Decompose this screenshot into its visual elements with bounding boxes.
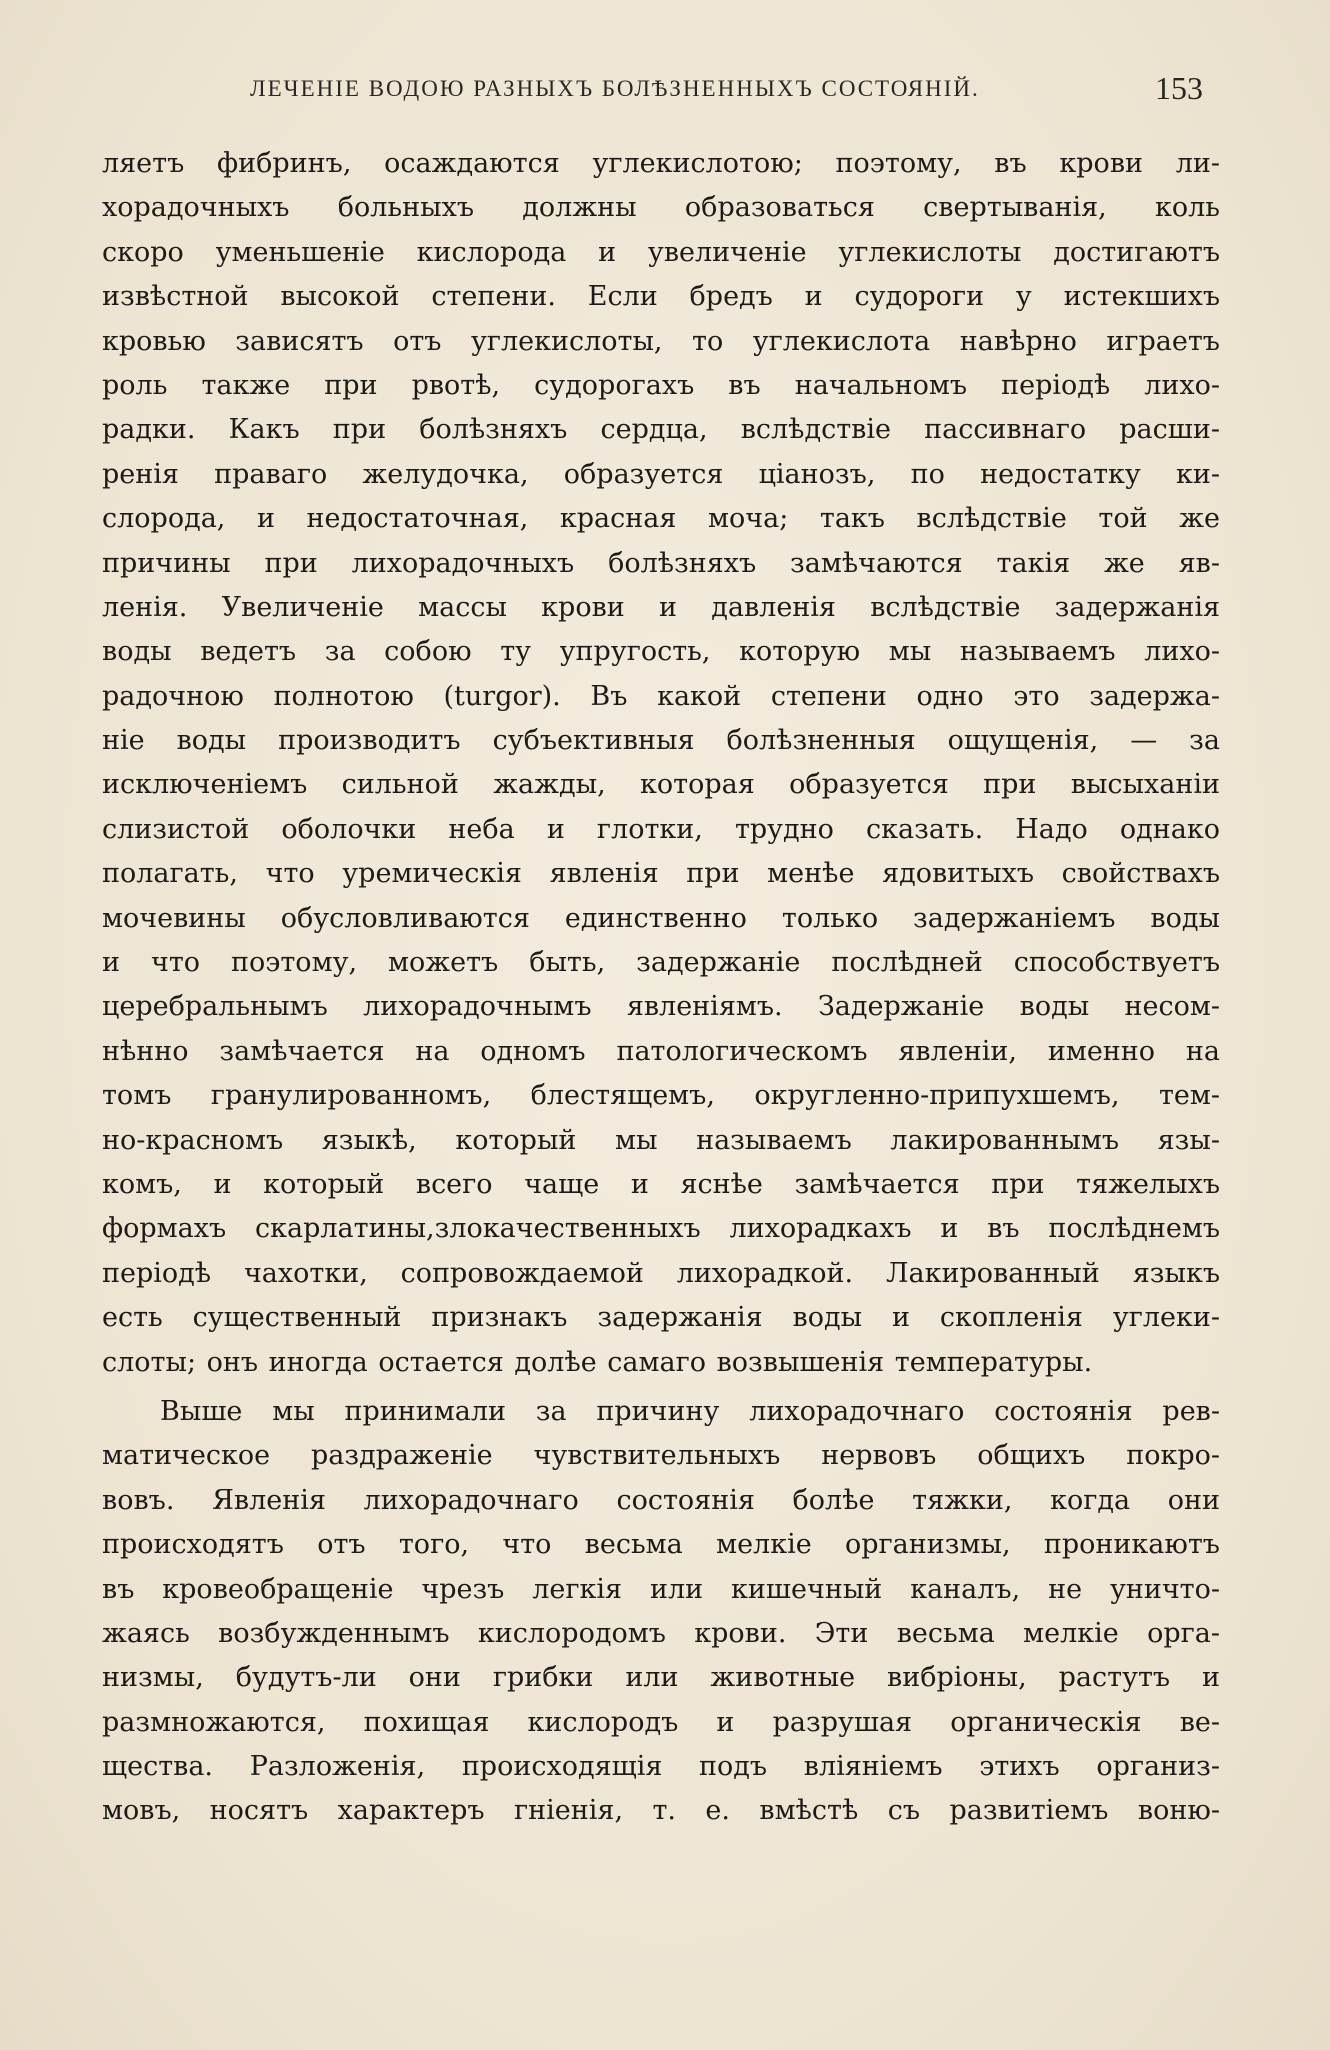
- text-line: слорода, и недостаточная, красная моча; такъ вслѣдствіе той же: [102, 503, 1220, 535]
- text-line: радочною полнотою (turgor). Въ какой степени одно это задержа-: [102, 680, 1220, 712]
- running-head: ЛЕЧЕНІЕ ВОДОЮ РАЗНЫХЪ БОЛѢЗНЕННЫХЪ СОСТОЯНІЙ.: [250, 76, 980, 101]
- text-line: извѣстной высокой степени. Если бредъ и судороги у истекшихъ: [102, 281, 1220, 313]
- text-line: скоро уменьшеніе кислорода и увеличеніе углекислоты достигаютъ: [102, 236, 1220, 268]
- text-line: радки. Какъ при болѣзняхъ сердца, вслѣдствіе пассивнаго расши-: [102, 414, 1220, 446]
- text-line: матическое раздраженіе чувствительныхъ нервовъ общихъ покро-: [102, 1440, 1220, 1472]
- text-line: слоты; онъ иногда остается долѣе самаго возвышенія температуры.: [102, 1346, 1093, 1378]
- page-number: 153: [1155, 70, 1203, 106]
- text-line: хорадочныхъ больныхъ должны образоваться свертыванія, коль: [102, 192, 1220, 224]
- text-line: размножаются, похищая кислородъ и разрушая органическія ве-: [102, 1706, 1220, 1738]
- text-line: въ кровеобращеніе чрезъ легкія или кишечный каналъ, не уничто-: [102, 1573, 1220, 1605]
- text-line: воды ведетъ за собою ту упругость, которую мы называемъ лихо-: [102, 636, 1220, 668]
- paragraph-2: [102, 1390, 1220, 1834]
- text-line: щества. Разложенія, происходящія подъ вліяніемъ этихъ организ-: [102, 1751, 1220, 1783]
- text-line: ренія праваго желудочка, образуется ціанозъ, по недостатку ки-: [102, 458, 1220, 490]
- text-line: періодѣ чахотки, сопровождаемой лихорадкой. Лакированный языкъ: [102, 1257, 1220, 1289]
- text-line: но-красномъ языкѣ, который мы называемъ лакированнымъ язы-: [102, 1124, 1220, 1156]
- paragraph-1: [102, 142, 1220, 1385]
- text-line: формахъ скарлатины,злокачественныхъ лихорадкахъ и въ послѣднемъ: [102, 1213, 1220, 1245]
- text-line: низмы, будутъ-ли они грибки или животные вибріоны, растутъ и: [102, 1662, 1220, 1694]
- text-line: происходятъ отъ того, что весьма мелкіе организмы, проникаютъ: [102, 1529, 1220, 1561]
- text-line: мовъ, носятъ характеръ гніенія, т. е. вмѣстѣ съ развитіемъ воню-: [102, 1795, 1220, 1827]
- text-line: есть существенный признакъ задержанія воды и скопленія углеки-: [102, 1302, 1220, 1334]
- text-line: Выше мы принимали за причину лихорадочнаго состоянія рев-: [160, 1395, 1220, 1427]
- text-line: нѣнно замѣчается на одномъ патологическомъ явленіи, именно на: [102, 1035, 1220, 1067]
- text-line: слизистой оболочки неба и глотки, трудно сказать. Надо однако: [102, 813, 1220, 845]
- text-line: ніе воды производитъ субъективныя болѣзненныя ощущенія, — за: [102, 725, 1220, 757]
- text-line: жаясь возбужденнымъ кислородомъ крови. Эти весьма мелкіе орга-: [102, 1617, 1220, 1649]
- text-line: полагать, что уремическія явленія при менѣе ядовитыхъ свойствахъ: [102, 858, 1220, 890]
- text-line: роль также при рвотѣ, судорогахъ въ начальномъ періодѣ лихо-: [102, 369, 1220, 401]
- body-text: [102, 142, 1220, 1834]
- text-line: томъ гранулированномъ, блестящемъ, округленно-припухшемъ, тем-: [102, 1080, 1220, 1112]
- text-line: мочевины обусловливаются единственно только задержаніемъ воды: [102, 902, 1220, 934]
- text-line: причины при лихорадочныхъ болѣзняхъ замѣчаются такія же яв-: [102, 547, 1220, 579]
- text-line: ленія. Увеличеніе массы крови и давленія вслѣдствіе задержанія: [102, 591, 1220, 623]
- text-line: исключеніемъ сильной жажды, которая образуется при высыханіи: [102, 769, 1220, 801]
- text-line: кровью зависятъ отъ углекислоты, то углекислота навѣрно играетъ: [102, 325, 1220, 357]
- text-line: комъ, и который всего чаще и яснѣе замѣчается при тяжелыхъ: [102, 1168, 1220, 1200]
- text-line: церебральнымъ лихорадочнымъ явленіямъ. Задержаніе воды несом-: [102, 991, 1220, 1023]
- text-line: и что поэтому, можетъ быть, задержаніе послѣдней способствуетъ: [102, 947, 1220, 979]
- text-line: вовъ. Явленія лихорадочнаго состоянія болѣе тяжки, когда они: [102, 1484, 1220, 1516]
- text-line: ляетъ фибринъ, осаждаются углекислотою; поэтому, въ крови ли-: [102, 148, 1220, 179]
